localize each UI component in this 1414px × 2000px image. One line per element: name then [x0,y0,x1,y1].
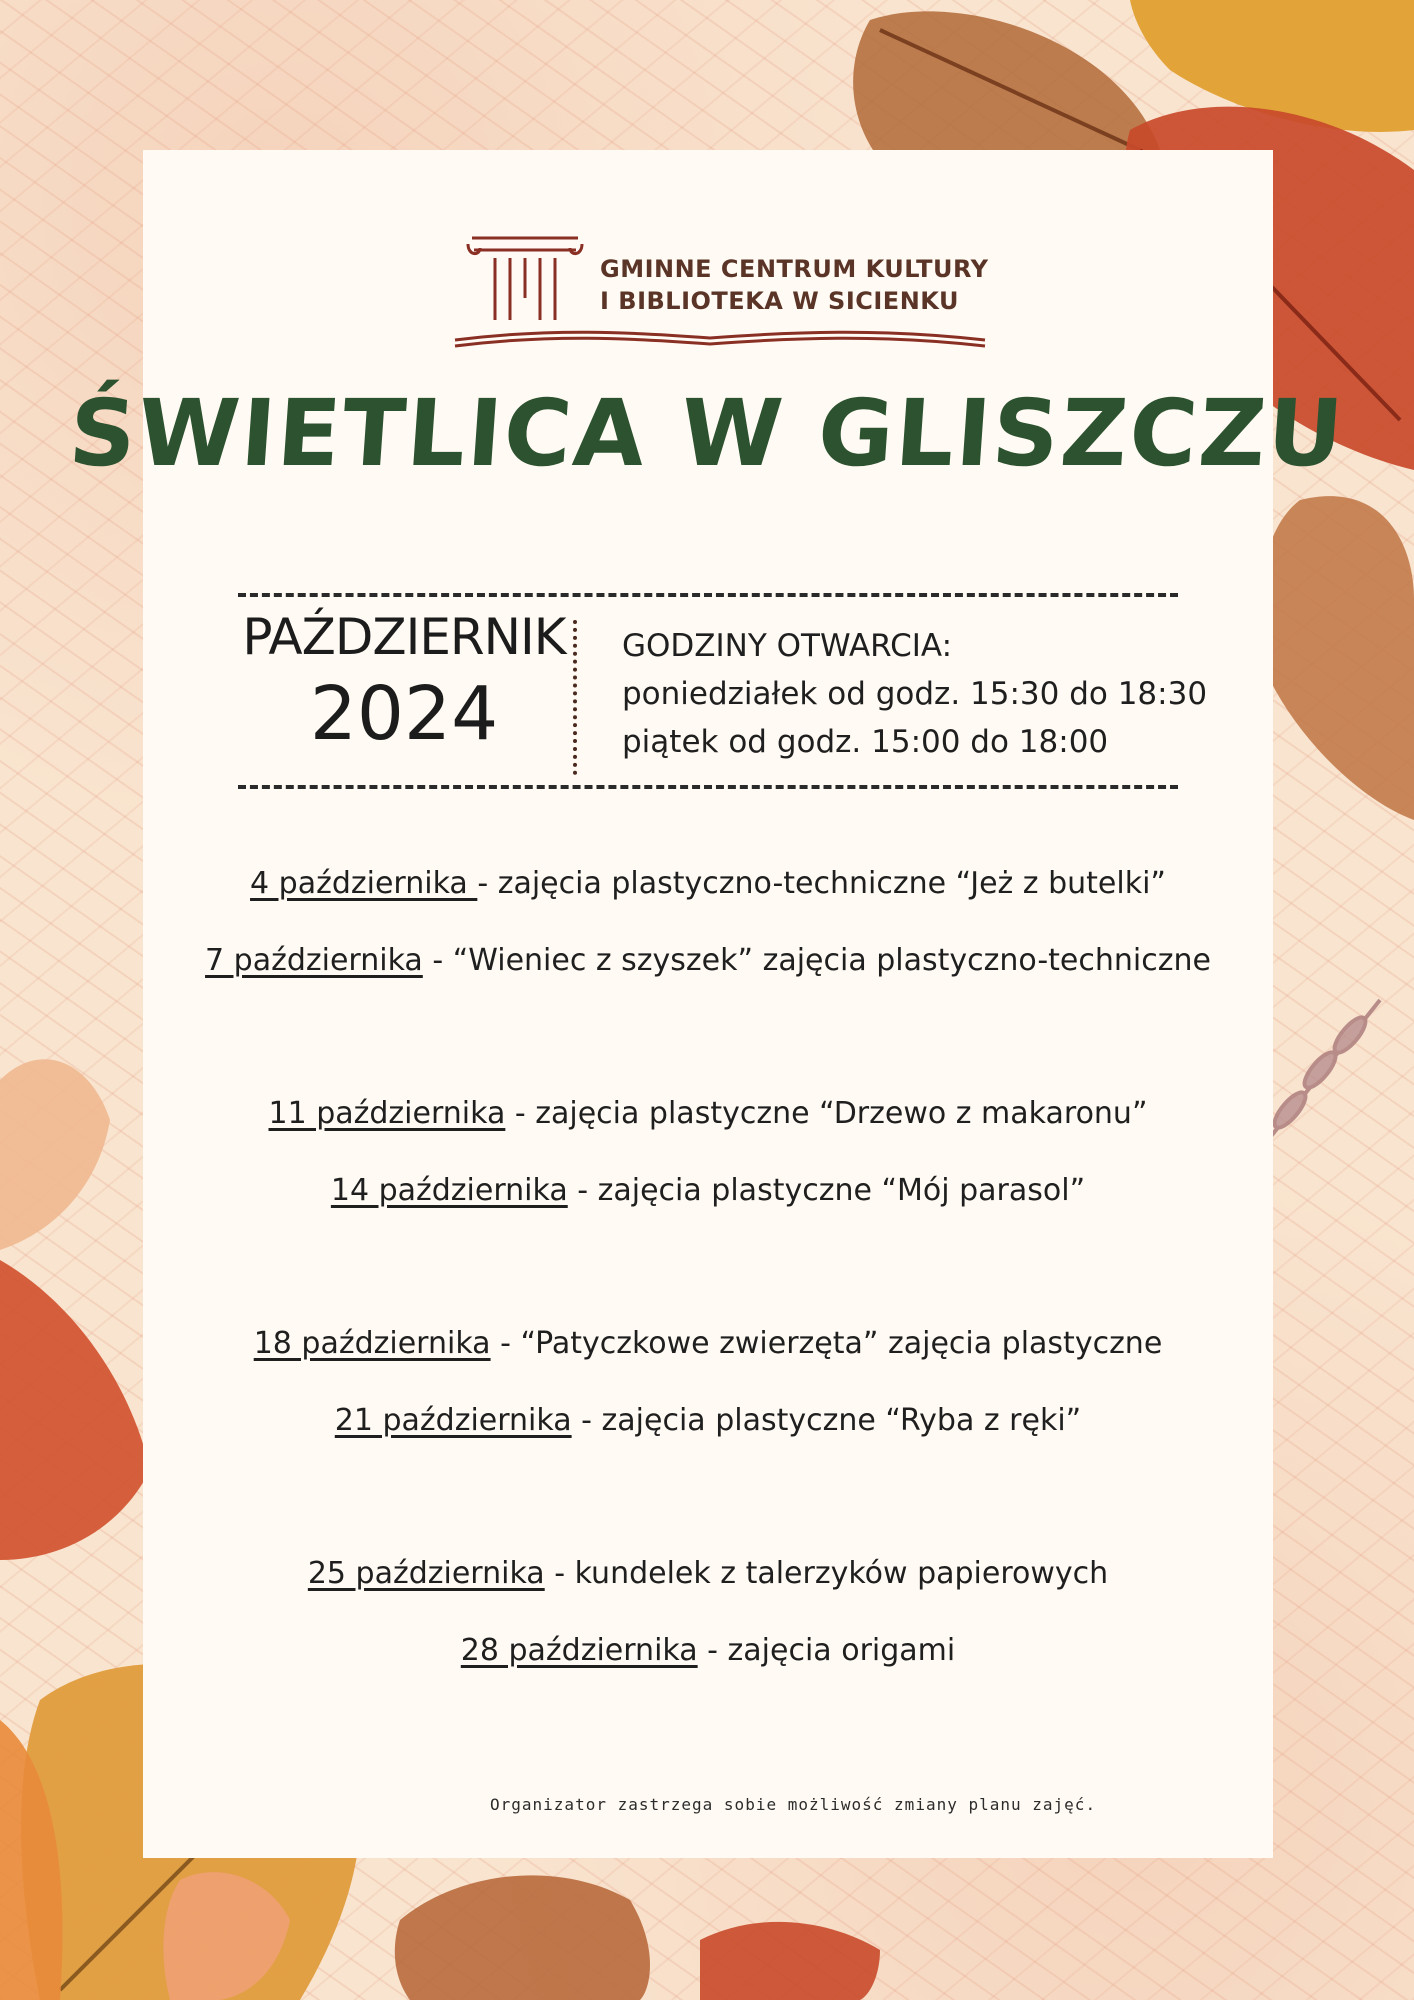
month-year: 2024 [309,671,499,757]
schedule-item [143,866,1273,901]
schedule-item [143,1326,1273,1361]
branch-right [1260,1000,1380,1150]
schedule-text: - zajęcia plastyczno-techniczne “Jeż z butelki” [477,866,1166,901]
opening-hours-heading: GODZINY OTWARCIA: [622,628,953,664]
schedule-date: 7 października [205,943,423,978]
opening-hours-monday: poniedziałek od godz. 15:30 do 18:30 [622,676,1208,712]
schedule-text: - zajęcia plastyczne “Mój parasol” [567,1173,1086,1208]
schedule-item [143,1633,1273,1668]
schedule-text: - kundelek z talerzyków papierowych [544,1556,1109,1591]
opening-hours-friday: piątek od godz. 15:00 do 18:00 [622,724,1109,760]
schedule-item [143,1096,1273,1131]
month-name: PAŹDZIERNIK [242,608,566,666]
leaf-bottom-center-brown [395,1875,650,2000]
vertical-dotted-divider [573,620,577,775]
logo-line-2: I BIBLIOTEKA W SICIENKU [600,287,959,315]
opening-hours [622,622,1207,766]
schedule-date: 28 października [460,1633,698,1668]
schedule-date: 4 października [250,866,478,901]
schedule-date: 14 października [330,1173,568,1208]
bottom-dashed-divider [238,785,1178,789]
schedule-date: 21 października [334,1403,572,1438]
schedule-date: 11 października [268,1096,506,1131]
leaf-right-brown [1260,496,1414,820]
schedule-date: 25 października [307,1556,545,1591]
schedule-text: - zajęcia plastyczne “Ryba z ręki” [571,1403,1082,1438]
schedule-text: - “Patyczkowe zwierzęta” zajęcia plastyczne [490,1326,1163,1361]
schedule-item [143,1403,1273,1438]
organizer-note: Organizator zastrzega sobie możliwość zmiany planu zajęć. [490,1795,1097,1814]
schedule-item [143,1173,1273,1208]
schedule-item [143,943,1273,978]
schedule-date: 18 października [253,1326,491,1361]
logo-line-1: GMINNE CENTRUM KULTURY [600,255,989,283]
page-title: ŚWIETLICA W GLISZCZU [65,380,1349,487]
schedule-text: - zajęcia origami [697,1633,956,1668]
leaf-bottom-center-red [700,1922,880,2000]
schedule-text: - “Wieniec z szyszek” zajęcia plastyczno-techniczne [422,943,1211,978]
month-block [238,605,570,759]
leaf-left-red [0,1260,150,1560]
top-dashed-divider [238,593,1178,597]
leaf-left-pale [0,1059,110,1250]
schedule-item [143,1556,1273,1591]
schedule-text: - zajęcia plastyczne “Drzewo z makaronu” [505,1096,1148,1131]
logo-text [600,253,989,317]
